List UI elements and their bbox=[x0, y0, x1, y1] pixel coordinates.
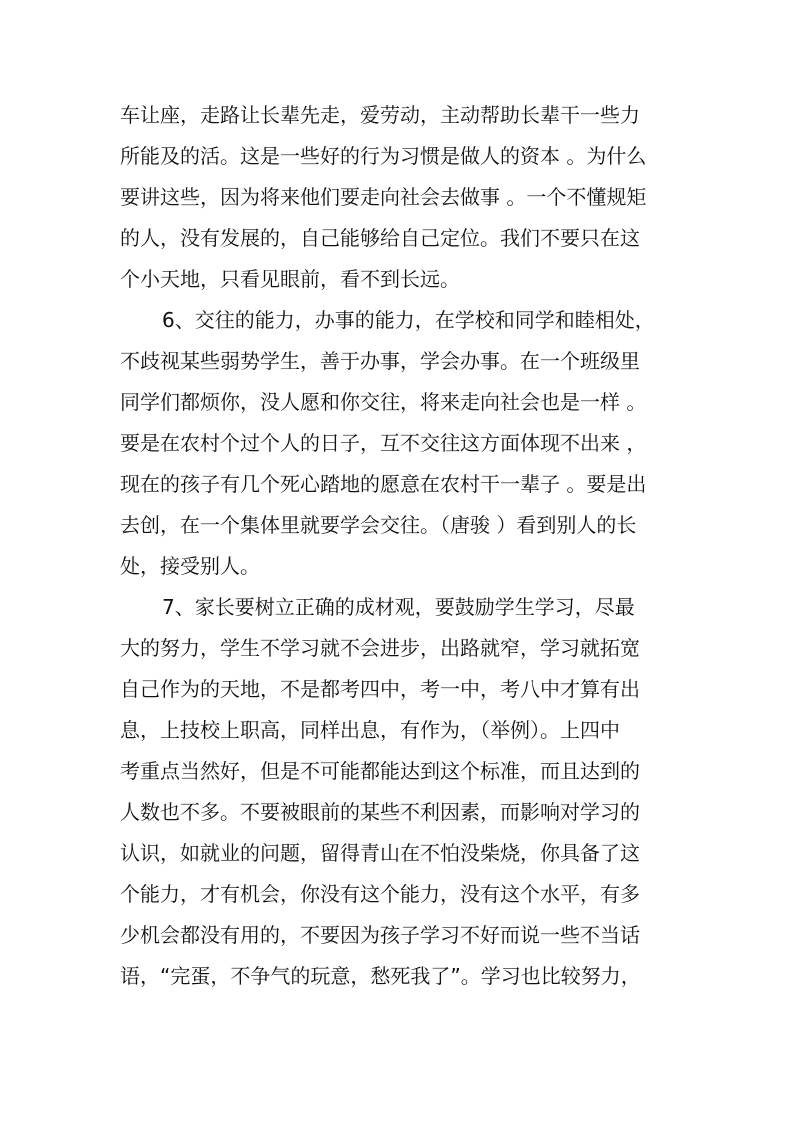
text-line: 要是在农村个过个人的日子，互不交往这方面体现不出来 ， bbox=[120, 431, 647, 455]
text-line: 自己作为的天地，不是都考四中，考一中，考八中才算有出 bbox=[120, 677, 640, 701]
text-line: 息，上技校上职高，同样出息，有作为，（举例）。上四中 bbox=[120, 718, 620, 742]
text-line: 语，“完蛋，不争气的玩意，愁死我了”。学习也比较努力， bbox=[120, 964, 641, 988]
document-body bbox=[120, 95, 672, 997]
text-line: 人数也不多。不要被眼前的某些不利因素，而影响对学习的 bbox=[120, 800, 640, 824]
text-line: 个小天地，只看见眼前，看不到长远。 bbox=[120, 267, 460, 291]
text-line: 同学们都烦你，没人愿和你交往，将来走向社会也是一样 。 bbox=[120, 390, 647, 414]
text-line: 不歧视某些弱势学生，善于办事，学会办事。在一个班级里 bbox=[120, 349, 640, 373]
text-line: 处，接受别人。 bbox=[120, 554, 260, 578]
text-line: 考重点当然好，但是不可能都能达到这个标准，而且达到的 bbox=[120, 759, 640, 783]
paragraph-6-start: 6、交往的能力，办事的能力，在学校和同学和睦相处， bbox=[162, 308, 655, 332]
text-line: 所能及的活。这是一些好的行为习惯是做人的资本 。为什么 bbox=[120, 144, 647, 168]
text-line: 现在的孩子有几个死心踏地的愿意在农村干一辈子 。要是出 bbox=[120, 472, 647, 496]
paragraph-7-start: 7、家长要树立正确的成材观，要鼓励学生学习，尽最 bbox=[162, 595, 635, 619]
text-line: 个能力，才有机会，你没有这个能力，没有这个水平，有多 bbox=[120, 882, 640, 906]
text-line: 认识，如就业的问题，留得青山在不怕没柴烧，你具备了这 bbox=[120, 841, 640, 865]
text-line: 少机会都没有用的，不要因为孩子学习不好而说一些不当话 bbox=[120, 923, 640, 947]
text-line: 车让座，走路让长辈先走，爱劳动，主动帮助长辈干一些力 bbox=[120, 103, 640, 127]
text-line: 大的努力，学生不学习就不会进步，出路就窄，学习就拓宽 bbox=[120, 636, 640, 660]
text-line: 要讲这些，因为将来他们要走向社会去做事 。一个不懂规矩 bbox=[120, 185, 647, 209]
text-line: 的人，没有发展的，自己能够给自己定位。我们不要只在这 bbox=[120, 226, 640, 250]
text-line: 去创，在一个集体里就要学会交往。（唐骏 ）看到别人的长 bbox=[120, 513, 637, 537]
